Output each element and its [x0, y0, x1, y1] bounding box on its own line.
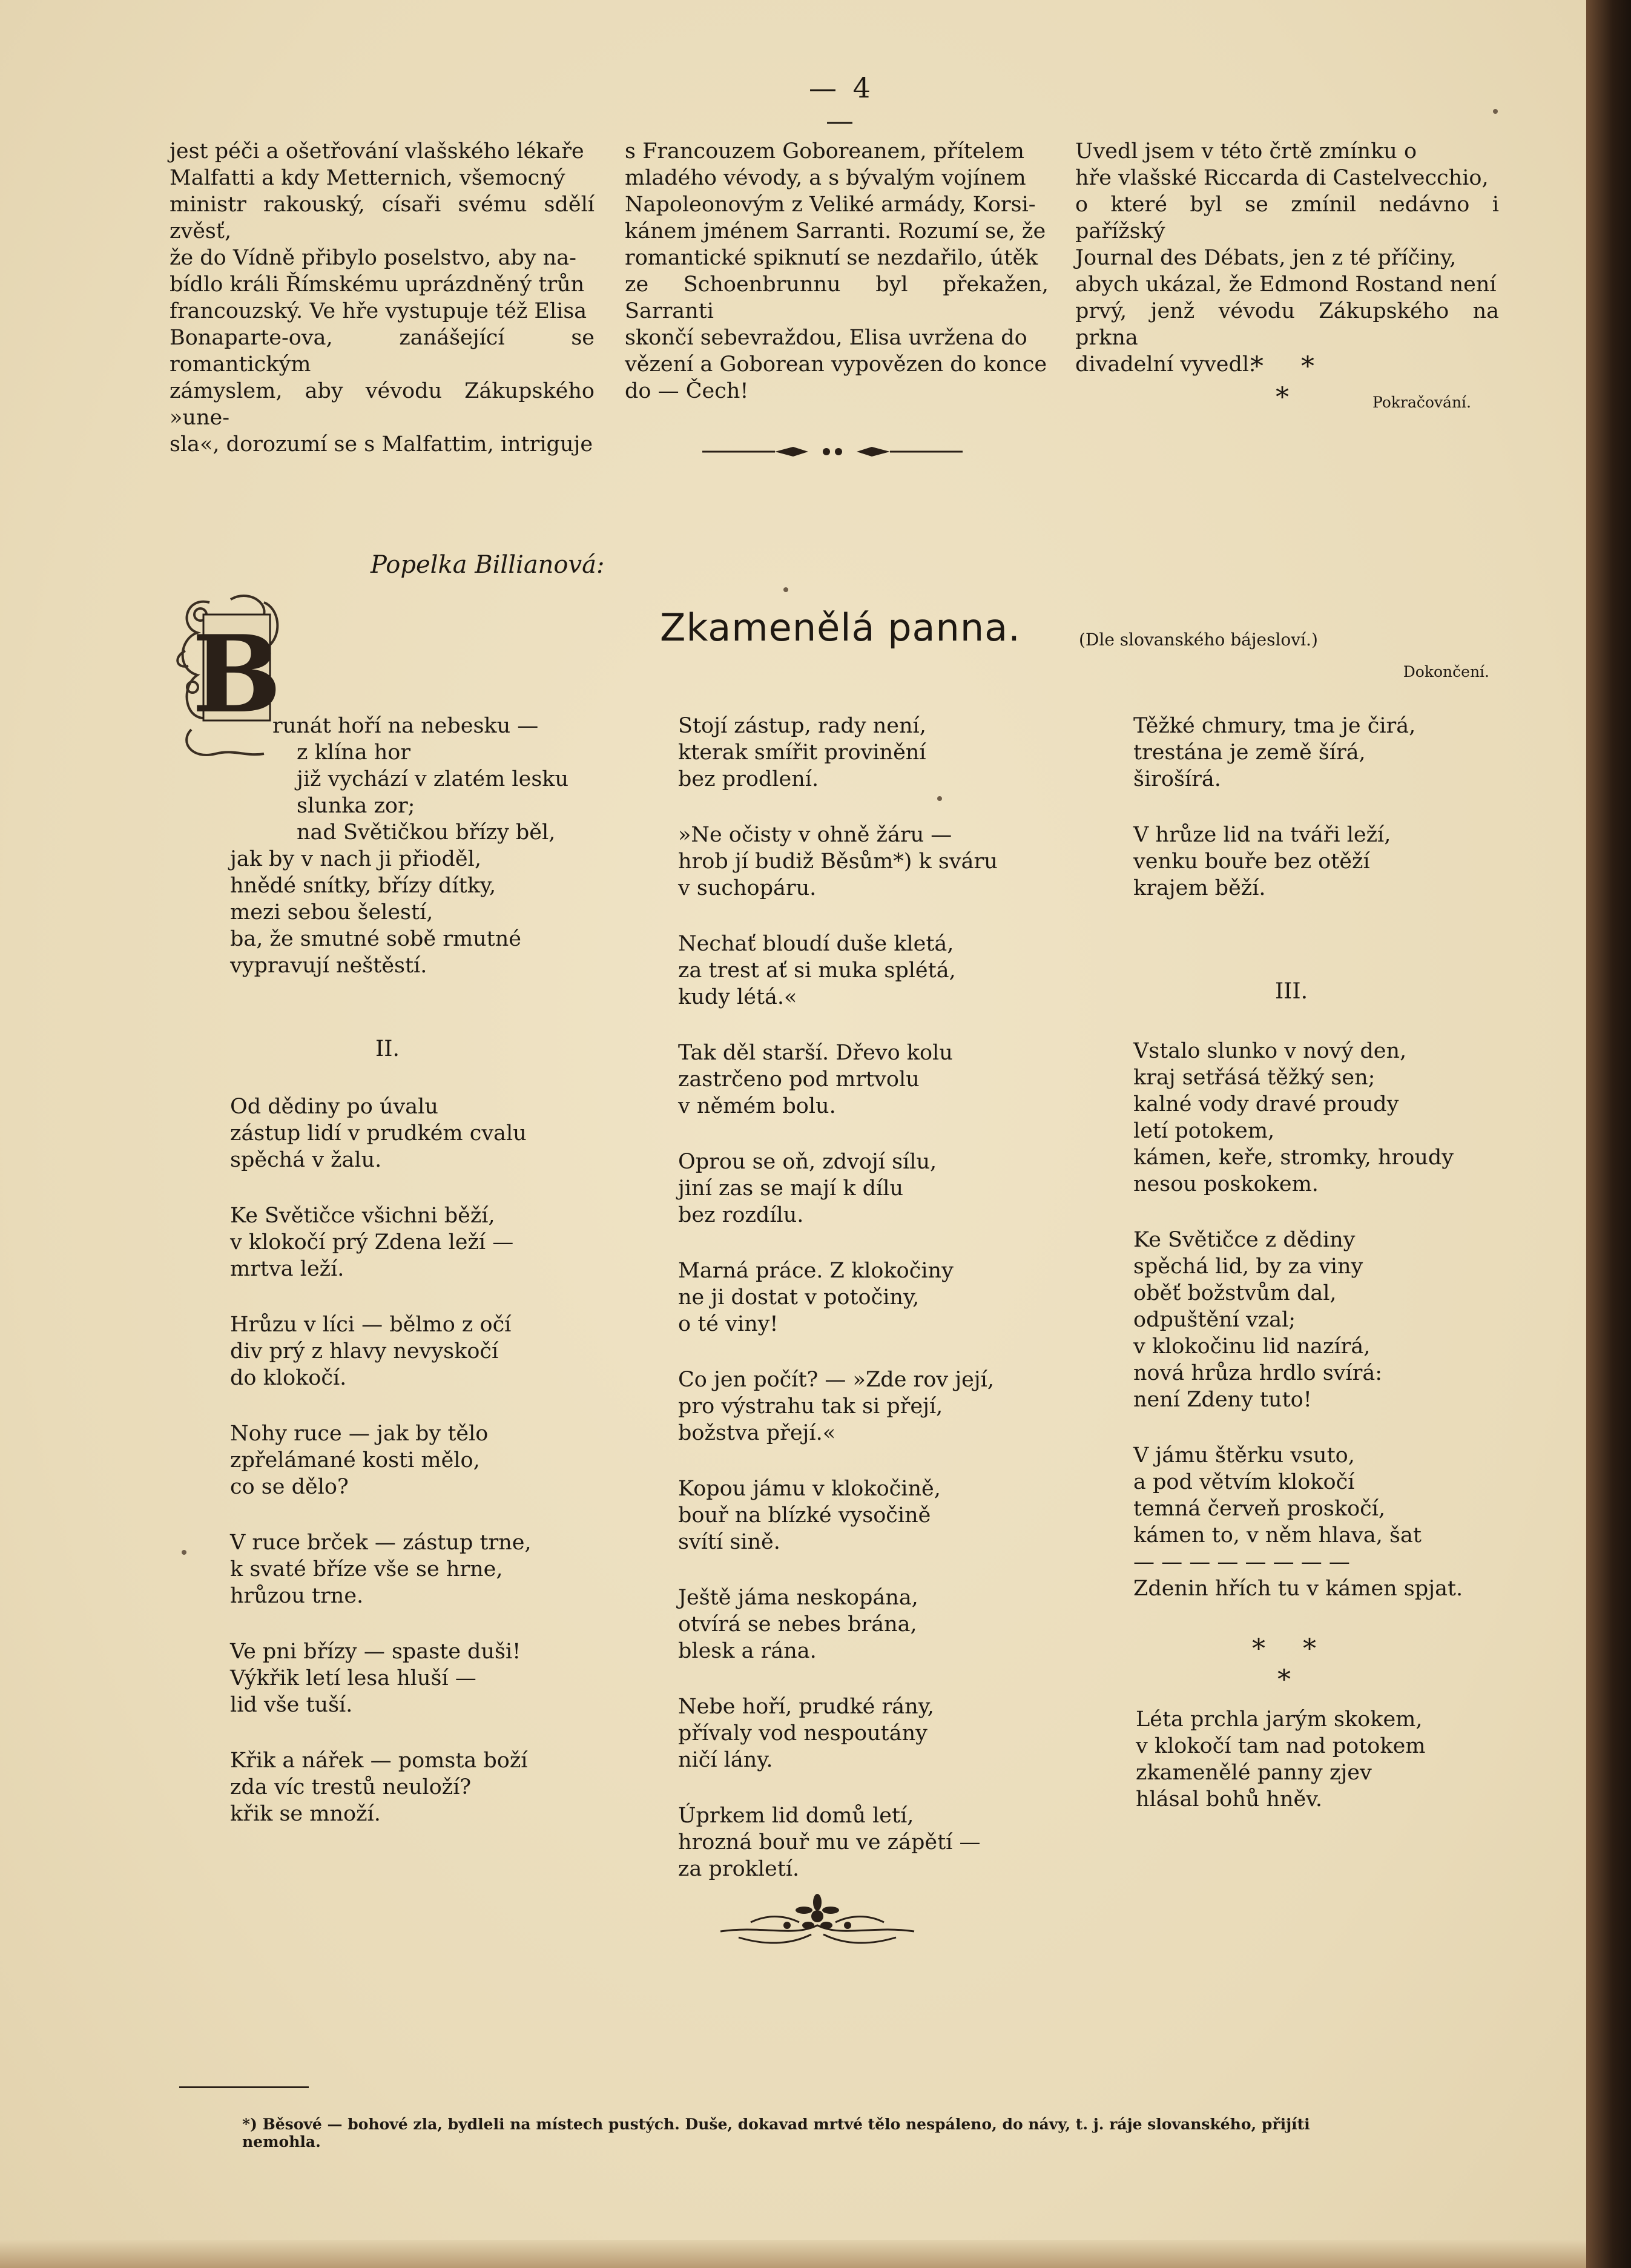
verse-line: bouř na blízké vysočině	[678, 1503, 931, 1528]
verse-line: mrtva leží.	[230, 1257, 344, 1281]
verse-line: hrozná bouř mu ve zápětí —	[678, 1830, 981, 1854]
article-column-3: Uvedl jsem v této črtě zmínku o hře vlašské Riccarda di Castelvecchio, o které byl se zmínil nedávno i pařížský Journal des Débats, jen z té příčiny, abych ukázal, že Edmond Rostand není prvý, jenž vévodu Zákupského na prkna divadelní vyvedl.	[1075, 139, 1499, 377]
verse-line: Co jen počít? — »Zde rov její,	[678, 1368, 994, 1392]
verse-line: kámen to, v něm hlava, šat	[1133, 1523, 1422, 1548]
paper-speck	[937, 796, 942, 801]
stanza	[1133, 822, 1415, 902]
verse-line: kámen, keře, stromky, hroudy	[1133, 1146, 1454, 1170]
article-column-1: jest péči a ošetřování vlašského lékaře Malfatti a kdy Metternich, všemocný ministr rakouský, císaři svému sdělí zvěsť, že do Vídně přibylo poselstvo, aby na- bídlo králi Římskému uprázdněný trůn francouzský. Ve hře vystupuje též Elisa Bonaparte-ova, zanášející se romantickým zámyslem, aby vévodu Zákupského »une- sla«, dorozumí se s Malfattim, intriguje	[170, 139, 595, 457]
article-end-stars: * * *	[1250, 351, 1329, 413]
verse-line: o té viny!	[678, 1312, 779, 1336]
verse-line: hrůzou trne.	[230, 1584, 364, 1608]
stanza	[1133, 1442, 1463, 1602]
stanza	[230, 1311, 532, 1391]
verse-line: hrob jí budiž Běsům*) k sváru	[678, 849, 998, 874]
footnote: *) Běsové — bohové zla, bydleli na místech pustých. Duše, dokavad mrtvé tělo nespáleno, do návy, t. j. ráje slovanského, přijíti nemohla.	[242, 2115, 1310, 2151]
verse-line: v suchopáru.	[678, 876, 817, 900]
verse-line: odpuštění vzal;	[1133, 1308, 1296, 1332]
verse-line: božstva přejí.«	[678, 1421, 836, 1445]
stanza	[678, 1040, 998, 1119]
verse-line: zástup lidí v prudkém cvalu	[230, 1121, 527, 1146]
verse-line: krajem běží.	[1133, 876, 1266, 900]
verse-line: Oprou se oň, zdvojí sílu,	[678, 1150, 937, 1174]
verse-line: otvírá se nebes brána,	[678, 1612, 917, 1637]
verse-line: v klokočinu lid nazírá,	[1133, 1334, 1371, 1359]
verse-line: Hrůzu v líci — bělmo z očí	[230, 1313, 512, 1337]
verse-line: již vychází v zlatém lesku	[297, 767, 569, 791]
verse-line: zkamenělé panny zjev	[1136, 1761, 1372, 1785]
stanza	[1133, 713, 1415, 793]
stanza	[678, 822, 998, 902]
stanza	[678, 1475, 998, 1555]
verse-line: není Zdeny tuto!	[1133, 1388, 1312, 1412]
section-number-iii: III.	[1274, 979, 1308, 1004]
initial-letter: B	[192, 613, 282, 737]
verse-line: bez rozdílu.	[678, 1203, 804, 1227]
verse-line: hlásal bohů hněv.	[1136, 1787, 1322, 1811]
stanza	[678, 1258, 998, 1337]
verse-line: v klokočí tam nad potokem	[1136, 1734, 1426, 1758]
stanza	[1133, 1038, 1463, 1198]
verse-line: bez prodlení.	[678, 767, 819, 791]
verse-line: za trest ať si muka splétá,	[678, 958, 956, 983]
poem-column-1-opening	[230, 713, 568, 979]
verse-line: Vstalo slunko v nový den,	[1133, 1039, 1407, 1063]
paper-speck	[783, 587, 788, 592]
verse-line: Úprkem lid domů letí,	[678, 1804, 914, 1828]
page-bottom-edge	[0, 2240, 1586, 2268]
verse-line: kudy létá.«	[678, 985, 797, 1009]
stanza	[230, 1420, 532, 1500]
paper-speck	[182, 1550, 186, 1555]
paper-speck	[1493, 109, 1498, 114]
verse-line: Kopou jámu v klokočině,	[678, 1477, 941, 1501]
stanza	[230, 1093, 532, 1173]
verse-line: Ještě jáma neskopána,	[678, 1586, 918, 1610]
stanza	[678, 1693, 998, 1773]
verse-line: Ve pni břízy — spaste duši!	[230, 1640, 521, 1664]
continuation-note: Pokračování.	[1372, 394, 1471, 411]
verse-line: V jámu štěrku vsuto,	[1133, 1443, 1355, 1468]
verse-line: širošírá.	[1133, 767, 1221, 791]
verse-line: oběť božstvům dal,	[1133, 1281, 1337, 1305]
footnote-rule	[179, 2086, 309, 2088]
verse-line: spěchá v žalu.	[230, 1148, 382, 1172]
verse-line: jak by v nach ji přioděl,	[230, 847, 481, 871]
verse-line: za prokletí.	[678, 1857, 800, 1881]
verse-line: v němém bolu.	[678, 1094, 836, 1118]
verse-line: Zdenin hřích tu v kámen spjat.	[1133, 1577, 1463, 1601]
page-number: — 4 —	[809, 71, 874, 137]
poem-author: Popelka Billianová:	[371, 551, 605, 579]
stanza	[678, 1149, 998, 1228]
verse-line: Stojí zástup, rady není,	[678, 714, 926, 738]
verse-line: venku bouře bez otěží	[1133, 849, 1370, 874]
stanza	[1133, 1227, 1463, 1413]
concluded-note: Dokončení.	[1403, 663, 1489, 681]
verse-line: Tak děl starší. Dřevo kolu	[678, 1041, 953, 1065]
verse-line: vypravují neštěstí.	[230, 954, 427, 978]
verse-line: mezi sebou šelestí,	[230, 900, 433, 925]
verse-line: Křik a nářek — pomsta boží	[230, 1749, 528, 1773]
verse-line: Od dědiny po úvalu	[230, 1095, 438, 1119]
stanza	[678, 1366, 998, 1446]
verse-line: div prý z hlavy nevyskočí	[230, 1339, 499, 1363]
page-edge-shadow	[1586, 0, 1631, 2268]
verse-line: Ke Světičce z dědiny	[1133, 1228, 1356, 1252]
verse-line: a pod větvím klokočí	[1133, 1470, 1355, 1494]
verse-line: jiní zas se mají k dílu	[678, 1176, 903, 1201]
verse-line: Nechať bloudí duše kletá,	[678, 932, 954, 956]
verse-line: Ke Světičce všichni běží,	[230, 1204, 495, 1228]
verse-line: Nebe hoří, prudké rány,	[678, 1695, 934, 1719]
ornamental-divider	[702, 441, 963, 463]
verse-line: nad Světičkou břízy běl,	[297, 820, 556, 845]
stanza	[1136, 1706, 1425, 1813]
verse-line: hnědé snítky, břízy dítky,	[230, 874, 496, 898]
verse-line: Marná práce. Z klokočiny	[678, 1259, 954, 1283]
verse-line: slunka zor;	[297, 794, 415, 818]
stanza	[230, 1202, 532, 1282]
stanza	[230, 1529, 532, 1609]
verse-line: ne ji dostat v potočiny,	[678, 1285, 920, 1310]
verse-line: Nohy ruce — jak by tělo	[230, 1422, 489, 1446]
stanza	[678, 1584, 998, 1664]
stanza	[678, 713, 998, 793]
verse-line: pro výstrahu tak si přejí,	[678, 1394, 943, 1419]
stanza	[230, 1747, 532, 1827]
verse-line: nová hrůza hrdlo svírá:	[1133, 1361, 1383, 1385]
poem-column-2	[678, 713, 998, 1911]
verse-line: křik se množí.	[230, 1802, 381, 1826]
verse-line: Léta prchla jarým skokem,	[1136, 1707, 1423, 1732]
verse-line: zpřelámané kosti mělo,	[230, 1448, 480, 1472]
verse-line: blesk a rána.	[678, 1639, 817, 1663]
verse-line: v klokočí prý Zdena leží —	[230, 1230, 514, 1254]
poem-section-stars: * * *	[1252, 1633, 1331, 1695]
stanza	[678, 1802, 998, 1882]
verse-line: zda víc trestů neuloží?	[230, 1775, 472, 1799]
verse-line: nesou poskokem.	[1133, 1172, 1319, 1196]
verse-line: ba, že smutné sobě rmutné	[230, 927, 521, 951]
verse-line: kraj setřásá těžký sen;	[1133, 1066, 1376, 1090]
floral-ornament	[714, 1889, 920, 1956]
poem-title: Zkamenělá panna.	[660, 605, 1021, 650]
verse-line: trestána je země šírá,	[1133, 740, 1366, 765]
poem-column-3-final	[1136, 1706, 1425, 1842]
verse-line: V ruce brček — zástup trne,	[230, 1531, 532, 1555]
verse-line: do klokočí.	[230, 1366, 347, 1390]
article-column-2: s Francouzem Goboreanem, přítelem mladého vévody, a s bývalým vojínem Napoleonovým z Veliké armády, Korsi- kánem jménem Sarranti. Rozumí se, že romantické spiknutí se nezdařilo, útěk ze Schoenbrunnu byl překažen, Sarranti skončí sebevraždou, Elisa uvržena do vězení a Goborean vypovězen do konce do — Čech!	[625, 139, 1049, 403]
verse-line: temná červeň proskočí,	[1133, 1497, 1386, 1521]
poem-column-1-part-ii	[230, 1093, 532, 1856]
verse-line: lid vše tuší.	[230, 1693, 353, 1717]
stanza	[230, 1638, 532, 1718]
verse-line: — — — — — — — —	[1133, 1550, 1350, 1574]
verse-line: k svaté bříze vše se hrne,	[230, 1557, 503, 1581]
verse-line: z klína hor	[297, 740, 411, 765]
verse-line: ničí lány.	[678, 1748, 773, 1772]
verse-line: přívaly vod nespoutány	[678, 1721, 928, 1746]
verse-line: co se dělo?	[230, 1475, 349, 1499]
poem-column-3-part-iii	[1133, 1038, 1463, 1631]
verse-line: V hrůze lid na tváři leží,	[1133, 823, 1391, 847]
verse-line: Výkřik letí lesa hluší —	[230, 1666, 476, 1690]
verse-line: svítí sině.	[678, 1530, 780, 1554]
verse-line: letí potokem,	[1133, 1119, 1275, 1143]
verse-line: runát hoří na nebesku —	[272, 714, 539, 738]
section-number-ii: II.	[375, 1037, 400, 1061]
verse-line: zastrčeno pod mrtvolu	[678, 1067, 920, 1092]
verse-line: Těžké chmury, tma je čirá,	[1133, 714, 1416, 738]
poem-column-3-upper	[1133, 713, 1415, 931]
verse-line: »Ne očisty v ohně žáru —	[678, 823, 952, 847]
poem-source: (Dle slovanského bájesloví.)	[1079, 630, 1318, 650]
verse-line: kterak smířit provinění	[678, 740, 926, 765]
verse-line: kalné vody dravé proudy	[1133, 1092, 1399, 1116]
verse-line: spěchá lid, by za viny	[1133, 1254, 1363, 1279]
stanza	[678, 931, 998, 1010]
